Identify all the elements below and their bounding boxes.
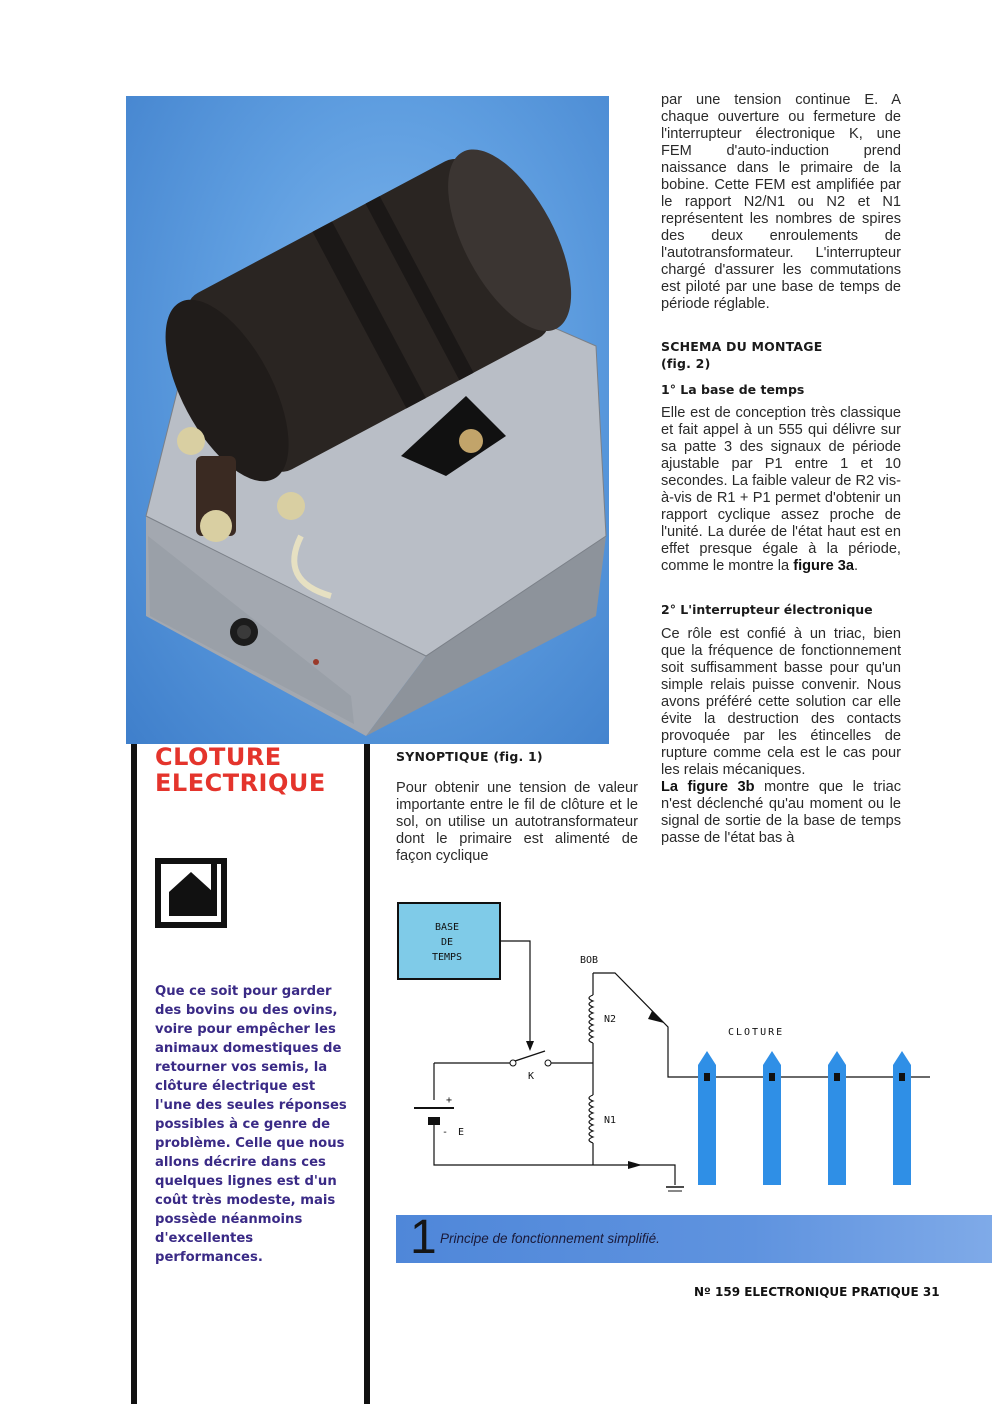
synoptique-heading: SYNOPTIQUE (fig. 1) xyxy=(396,749,543,764)
middle-column-rule xyxy=(364,744,370,1404)
figure-number: 1 xyxy=(410,1211,437,1264)
base-temps-text: Elle est de conception très classique et fait appel à un 555 qui délivre sur sa patte 3 des signaux de période ajustable par P1 entre 1 et 10 secondes. La faible valeur de R2 vis-à-vis de R1 + P1 permet d'obtenir un rapport cyclique assez proche de l'unité. La durée de l'état haut est en effet presque égale à la période, comme le montre la xyxy=(661,405,901,574)
product-photo xyxy=(126,96,609,744)
base-temps-end: . xyxy=(854,558,859,574)
interrupteur-text: Ce rôle est confié à un triac, bien que la fréquence de fonctionnement soit suffisamment basse pour qu'un simple relais puisse convenir. Nous avons préféré cette solution car elle évite la destruction des contacts provoquée par les étincelles de rupture comme cela est le cas pour les relais mécaniques. xyxy=(661,626,901,778)
n2-label: N2 xyxy=(604,1014,617,1025)
title-line-2: ELECTRIQUE xyxy=(155,769,326,797)
page-footer: Nº 159 ELECTRONIQUE PRATIQUE 31 xyxy=(694,1285,940,1299)
bob-label: BOB xyxy=(580,955,599,966)
title-line-1: CLOTURE xyxy=(155,743,282,771)
left-column-rule xyxy=(131,744,137,1404)
coil-n2 xyxy=(589,995,593,1043)
plus-label: + xyxy=(446,1095,453,1106)
n1-label: N1 xyxy=(604,1115,617,1126)
box-line-1: BASE xyxy=(434,922,460,933)
synoptique-paragraph xyxy=(396,780,638,865)
schema-heading-line-1: SCHEMA DU MONTAGE xyxy=(661,339,823,354)
interrupteur-subheading: 2° L'interrupteur électronique xyxy=(661,602,873,617)
fence-posts xyxy=(698,1051,911,1185)
house-logo-icon xyxy=(155,858,227,928)
figure-3b-text: montre que le triac n'est déclenché qu'au moment ou le signal de sortie de la base de temps passe de l'état bas à xyxy=(661,779,901,846)
minus-label: - xyxy=(442,1127,449,1138)
figure-caption: Principe de fonctionnement simplifié. xyxy=(440,1231,660,1246)
figure-3a-ref: figure 3a xyxy=(793,558,855,574)
cloture-label: CLOTURE xyxy=(728,1027,785,1038)
article-title xyxy=(155,744,355,796)
intro-paragraph: Que ce soit pour garder des bovins ou des ovins, voire pour empêcher les animaux domestiques de retourner vos semis, la clôture électrique est l'une des seules réponses possibles à ce genre de problème. Celle que nous allons décrire dans ces quelques lignes est d'un coût très modeste, mais possède néanmoins d'excellentes performances. xyxy=(155,984,347,1265)
synoptique-cont-text: par une tension continue E. A chaque ouverture ou fermeture de l'interrupteur électronique K, une FEM d'auto-induction prend naissance dans le primaire de la bobine. Cette FEM est amplifiée par le rapport N2/N1 ou N2 et N1 représentent les nombres de spires des deux enroulements de l'autotransformateur. L'interrupteur chargé d'assurer les commutations est piloté par une base de temps de période réglable. xyxy=(661,92,901,312)
synoptique-text: Pour obtenir une tension de valeur importante entre le fil de clôture et le sol, on utilise un autotransformateur dont le primaire est alimenté de façon cyclique xyxy=(396,780,638,864)
base-temps-paragraph xyxy=(661,405,901,575)
ignition-coil-illustration xyxy=(126,96,609,744)
schema-heading-line-2: (fig. 2) xyxy=(661,356,711,371)
figure-1-diagram xyxy=(390,895,992,1205)
figure-3b-ref: La figure 3b xyxy=(661,779,755,795)
base-temps-subheading: 1° La base de temps xyxy=(661,382,805,397)
box-line-3: TEMPS xyxy=(431,952,463,963)
k-label: K xyxy=(528,1071,535,1082)
synoptique-continuation xyxy=(661,92,901,313)
e-label: E xyxy=(458,1127,465,1138)
box-line-2: DE xyxy=(440,937,454,948)
schema-heading xyxy=(661,338,901,372)
interrupteur-paragraph xyxy=(661,626,901,847)
coil-n1 xyxy=(589,1095,593,1143)
